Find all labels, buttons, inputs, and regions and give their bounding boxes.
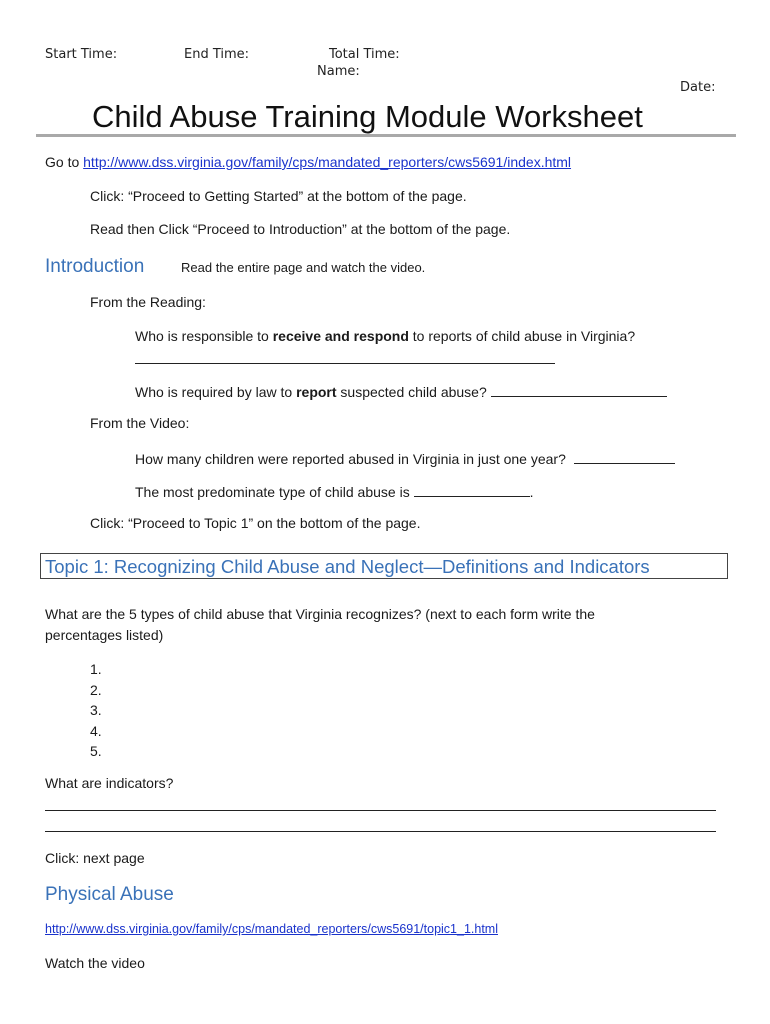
- answer-line-q4[interactable]: [414, 482, 530, 497]
- q3-text: How many children were reported abused in Virginia in just one year?: [135, 451, 566, 467]
- topic1-1-link[interactable]: http://www.dss.virginia.gov/family/cps/mandated_reporters/cws5691/topic1_1.html: [45, 922, 498, 936]
- step-introduction: Read then Click “Proceed to Introduction” at the bottom of the page.: [90, 221, 511, 237]
- date-label: Date:: [680, 80, 716, 95]
- list-item: 3.: [90, 702, 102, 719]
- q4-text-post: .: [529, 484, 534, 500]
- q2-text-pre: Who is required by law to: [135, 384, 297, 400]
- start-time-label: Start Time:: [45, 47, 118, 62]
- q2-text-bold: report: [296, 384, 337, 400]
- go-to-text: Go to: [45, 154, 84, 170]
- answer-line-indicators-2[interactable]: [45, 831, 716, 832]
- step-topic1: Click: “Proceed to Topic 1” on the bottom of the page.: [90, 515, 421, 531]
- total-time-label: Total Time:: [329, 47, 400, 62]
- list-item: 1.: [90, 661, 102, 677]
- q1-text-post: to reports of child abuse in Virginia?: [408, 328, 636, 344]
- list-item: 5.: [90, 743, 102, 760]
- q2-text-post: suspected child abuse?: [336, 384, 491, 400]
- answer-line-indicators-1[interactable]: [45, 810, 716, 811]
- list-item: 2.: [90, 681, 102, 698]
- answer-line-q2[interactable]: [491, 382, 667, 397]
- page-title: Child Abuse Training Module Worksheet: [92, 99, 643, 134]
- indicators-question: What are indicators?: [45, 775, 174, 791]
- index-link[interactable]: http://www.dss.virginia.gov/family/cps/mandated_reporters/cws5691/index.html: [83, 154, 572, 170]
- topic1-question-line2: percentages listed): [45, 627, 164, 643]
- step-getting-started: Click: “Proceed to Getting Started” at the bottom of the page.: [90, 188, 467, 204]
- click-next-page: Click: next page: [45, 850, 145, 866]
- go-to-line: [45, 154, 571, 170]
- q1-text-pre: Who is responsible to: [135, 328, 273, 344]
- answer-line-q1[interactable]: [135, 363, 555, 364]
- title-divider: [36, 134, 736, 137]
- answer-line-q3[interactable]: [574, 449, 675, 464]
- from-video-label: From the Video:: [90, 415, 190, 431]
- abuse-types-list: [90, 659, 102, 762]
- question-report: [135, 382, 667, 400]
- introduction-instruction: Read the entire page and watch the video.: [181, 260, 426, 275]
- question-predominate-type: [135, 482, 533, 500]
- topic1-heading: Topic 1: Recognizing Child Abuse and Neglect—Definitions and Indicators: [45, 556, 650, 577]
- question-receive-respond: [135, 328, 635, 344]
- end-time-label: End Time:: [184, 47, 250, 62]
- watch-video-instruction: Watch the video: [45, 955, 145, 971]
- topic1-question-line1: What are the 5 types of child abuse that Virginia recognizes? (next to each form write the: [45, 606, 595, 622]
- from-reading-label: From the Reading:: [90, 294, 206, 310]
- topic1-heading-box: [40, 553, 728, 579]
- physical-abuse-heading: Physical Abuse: [45, 884, 174, 905]
- name-label: Name:: [317, 64, 360, 79]
- q4-text-pre: The most predominate type of child abuse is: [135, 484, 414, 500]
- introduction-heading: Introduction: [45, 256, 145, 277]
- list-item: 4.: [90, 722, 102, 739]
- q1-text-bold: receive and respond: [272, 328, 409, 344]
- question-children-reported: [135, 449, 675, 467]
